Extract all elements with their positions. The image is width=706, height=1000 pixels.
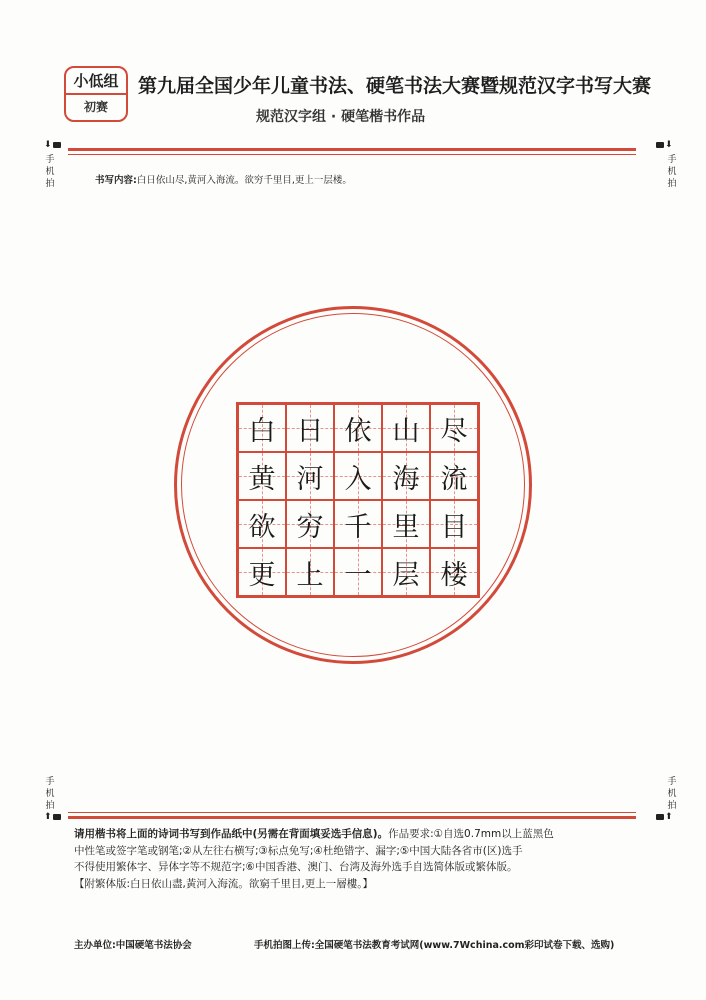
page-subtitle: 规范汉字组 · 硬笔楷书作品 [256,109,426,125]
grid-cell: 里 [382,500,430,548]
instructions-line-4: 【附繁体版:白日依山盡,黃河入海流。欲窮千里目,更上一層樓。】 [74,877,373,890]
arrow-up-icon: ⬆ [44,812,52,822]
grid-cell: 河 [286,452,334,500]
top-rule-thin [68,154,636,155]
arrow-up-icon: ⬆ [665,812,673,822]
grid-cell: 海 [382,452,430,500]
bottom-rule-thin [68,812,636,813]
grid-cell: 欲 [238,500,286,548]
grid-cell: 依 [334,404,382,452]
top-left-phone-label: 手机拍 [45,155,55,189]
grid-cell: 白 [238,404,286,452]
organizer-label: 主办单位:中国硬笔书法协会 [74,940,192,951]
page-title: 第九届全国少年儿童书法、硬笔书法大赛暨规范汉字书写大赛 [138,75,652,97]
grid-cell: 尽 [430,404,478,452]
writing-content-text: 白日依山尽,黄河入海流。欲穷千里目,更上一层楼。 [136,175,352,186]
grid-cell: 穷 [286,500,334,548]
instructions-line-3: 不得使用繁体字、异体字等不规范字;⑥中国香港、澳门、台湾及海外选手自选简体版或繁体版。 [74,861,518,873]
instructions-line-2: 中性笔或签字笔或钢笔;②从左往右横写;③标点免写;④杜绝错字、漏字;⑤中国大陆各省市(区)选手 [74,844,523,857]
grid-cell: 入 [334,452,382,500]
camera-icon [53,142,61,148]
instructions-block [74,826,664,892]
grid-cell: 上 [286,548,334,596]
grid-cell: 目 [430,500,478,548]
upload-info: 手机拍图上传:全国硬笔书法教育考试网(www.7Wchina.com彩印试卷下载、选购) [254,940,615,951]
top-left-photo-marker [44,140,62,150]
bottom-right-photo-marker [655,812,673,822]
grid-cell: 楼 [430,548,478,596]
bottom-left-phone-label: 手机拍 [45,777,55,811]
writing-content [95,172,352,186]
camera-icon [53,814,61,820]
camera-icon [656,142,664,148]
top-right-phone-label: 手机拍 [667,155,677,189]
grid-cell: 黄 [238,452,286,500]
badge-group-label: 小低组 [66,68,126,95]
character-grid [238,404,478,596]
writing-content-label: 书写内容: [95,175,137,186]
grid-cell: 更 [238,548,286,596]
camera-icon [656,814,664,820]
bottom-left-photo-marker [44,812,62,822]
arrow-down-icon: ⬇ [44,140,52,150]
grid-cell: 一 [334,548,382,596]
instructions-line-1 [74,826,664,843]
group-badge [64,66,128,122]
grid-cell: 山 [382,404,430,452]
grid-cell: 日 [286,404,334,452]
badge-round-label: 初赛 [83,100,108,114]
instructions-heading: 请用楷书将上面的诗词书写到作品纸中(另需在背面填妥选手信息)。 [74,828,389,840]
top-rule-thick [68,148,636,151]
grid-cell: 千 [334,500,382,548]
grid-cell: 流 [430,452,478,500]
bottom-rule-thick [68,816,636,819]
grid-cell: 层 [382,548,430,596]
instructions-line-1-rest: 作品要求:①自选0.7mm以上蓝黑色 [388,828,554,840]
bottom-right-phone-label: 手机拍 [667,777,677,811]
top-right-photo-marker [655,140,673,150]
arrow-down-icon: ⬇ [665,140,673,150]
